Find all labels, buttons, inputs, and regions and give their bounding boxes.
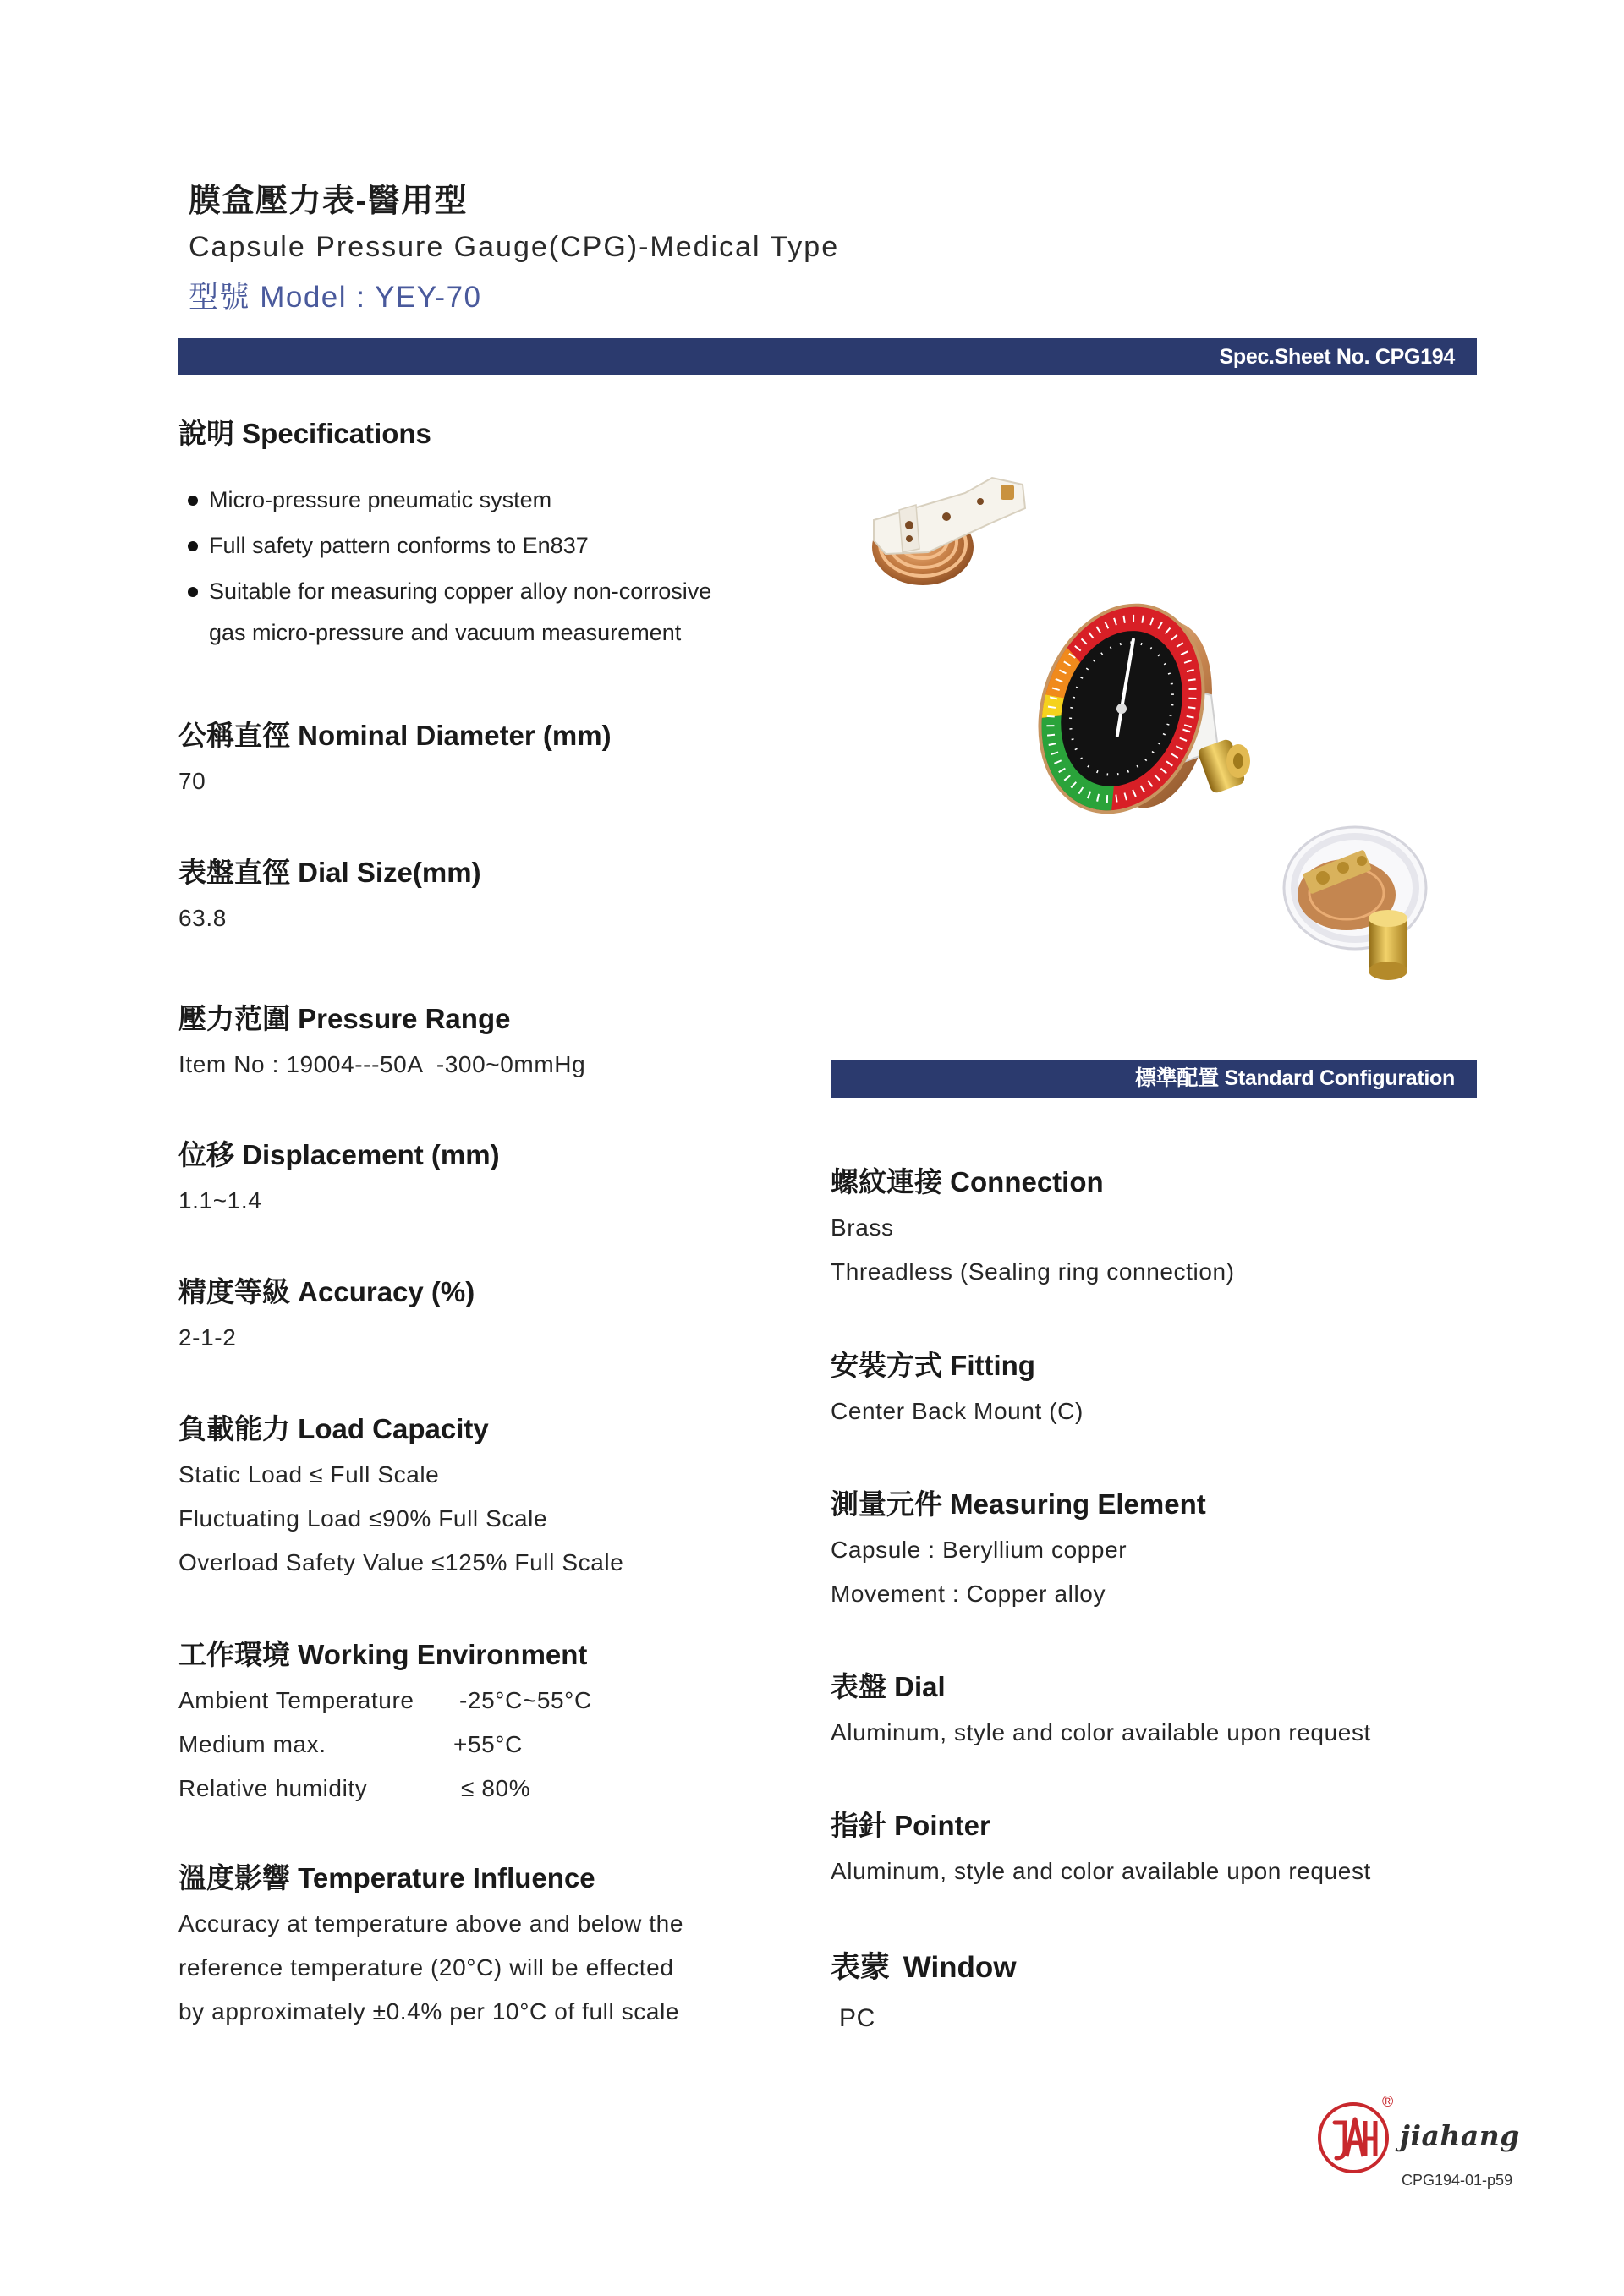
pointer-section (831, 1809, 1473, 1893)
standard-configuration-title: 標準配置 Standard Configuration (1135, 1066, 1455, 1090)
load-capacity-value: Overload Safety Value ≤125% Full Scale (178, 1549, 624, 1575)
displacement-value: 1.1~1.4 (178, 1187, 262, 1214)
nominal-diameter-section (178, 719, 821, 803)
load-capacity-section (178, 1412, 821, 1585)
bullet-icon (188, 496, 198, 506)
displacement-section (178, 1138, 821, 1223)
environment-row (178, 1767, 821, 1811)
list-item (178, 479, 787, 521)
pointer-heading: 指針 Pointer (831, 1810, 990, 1841)
bullet-text: Micro-pressure pneumatic system (209, 487, 552, 512)
bullet-text: Full safety pattern conforms to En837 (209, 533, 589, 558)
list-item (178, 571, 787, 654)
spec-sheet-banner (178, 338, 1477, 375)
measuring-element-value: Capsule : Beryllium copper (831, 1537, 1127, 1563)
connection-value: Brass (831, 1214, 894, 1241)
page-title-en: Capsule Pressure Gauge(CPG)-Medical Type (189, 231, 840, 263)
temperature-influence-heading: 溫度影響 Temperature Influence (178, 1862, 595, 1893)
load-capacity-value: Fluctuating Load ≤90% Full Scale (178, 1505, 548, 1532)
list-item (178, 525, 787, 567)
environment-value: +55°C (453, 1731, 523, 1757)
capsule-element-photo (865, 468, 1030, 589)
displacement-heading: 位移 Displacement (mm) (178, 1139, 500, 1170)
fitting-value: Center Back Mount (C) (831, 1398, 1084, 1424)
connection-heading: 螺紋連接 Connection (831, 1166, 1104, 1197)
connection-value: Threadless (Sealing ring connection) (831, 1258, 1235, 1285)
window-value: PC (839, 2004, 875, 2032)
dial-size-heading: 表盤直徑 Dial Size(mm) (178, 857, 481, 888)
registered-mark: ® (1382, 2093, 1394, 2110)
document-code: CPG194-01-p59 (1402, 2172, 1513, 2189)
measuring-element-value: Movement : Copper alloy (831, 1581, 1106, 1607)
pressure-range-value: Item No : 19004---50A -300~0mmHg (178, 1051, 586, 1077)
dial-section (831, 1670, 1473, 1755)
environment-label: Ambient Temperature (178, 1687, 414, 1713)
load-capacity-value: Static Load ≤ Full Scale (178, 1461, 440, 1488)
environment-label: Medium max. (178, 1731, 326, 1757)
load-capacity-heading: 負載能力 Load Capacity (178, 1413, 489, 1444)
dial-size-section (178, 856, 821, 940)
standard-configuration-banner (831, 1060, 1477, 1098)
specifications-heading: 說明 Specifications (178, 418, 431, 449)
environment-row (178, 1679, 821, 1723)
fitting-section (831, 1349, 1473, 1433)
jiahang-logo (1316, 2101, 1391, 2175)
pressure-range-heading: 壓力范圍 Pressure Range (178, 1003, 511, 1034)
accuracy-section (178, 1275, 821, 1360)
working-environment-section (178, 1638, 821, 1811)
page-title-zh: 膜盒壓力表-醫用型 (189, 184, 469, 219)
measuring-element-section (831, 1488, 1473, 1616)
nominal-diameter-heading: 公稱直徑 Nominal Diameter (mm) (178, 720, 612, 751)
temperature-influence-section (178, 1861, 821, 2034)
gauge-movement-photo (1274, 819, 1435, 989)
nominal-diameter-value: 70 (178, 768, 206, 794)
temperature-influence-text: reference temperature (20°C) will be effected (178, 1954, 674, 1981)
measuring-element-heading: 測量元件 Measuring Element (831, 1488, 1206, 1520)
specifications-section (178, 417, 821, 451)
window-heading: 表蒙 Window (831, 1951, 1017, 1984)
window-section (831, 1951, 1473, 2041)
temperature-influence-text: by approximately ±0.4% per 10°C of full scale (178, 1998, 680, 2025)
brand-name: jiahang (1400, 2119, 1520, 2152)
bullet-text: Suitable for measuring copper alloy non-corrosive (209, 578, 712, 604)
bullet-icon (188, 541, 198, 551)
dial-size-value: 63.8 (178, 905, 227, 931)
working-environment-heading: 工作環境 Working Environment (178, 1639, 588, 1670)
fitting-heading: 安裝方式 Fitting (831, 1350, 1035, 1381)
environment-label: Relative humidity (178, 1775, 368, 1801)
dial-value: Aluminum, style and color available upon request (831, 1719, 1371, 1745)
connection-section (831, 1165, 1473, 1294)
pressure-range-section (178, 1002, 821, 1087)
environment-row (178, 1723, 821, 1767)
accuracy-heading: 精度等級 Accuracy (%) (178, 1276, 475, 1307)
gauge-dial-photo (1030, 600, 1267, 819)
bullet-icon (188, 587, 198, 597)
bullet-text: gas micro-pressure and vacuum measurement (209, 620, 682, 645)
dial-heading: 表盤 Dial (831, 1671, 946, 1702)
environment-value: ≤ 80% (461, 1775, 531, 1801)
pointer-value: Aluminum, style and color available upon request (831, 1858, 1371, 1884)
model-number: 型號 Model : YEY-70 (189, 281, 482, 314)
temperature-influence-text: Accuracy at temperature above and below the (178, 1910, 684, 1937)
spec-sheet-number: Spec.Sheet No. CPG194 (1219, 345, 1455, 369)
accuracy-value: 2-1-2 (178, 1324, 237, 1351)
environment-value: -25°C~55°C (459, 1687, 592, 1713)
